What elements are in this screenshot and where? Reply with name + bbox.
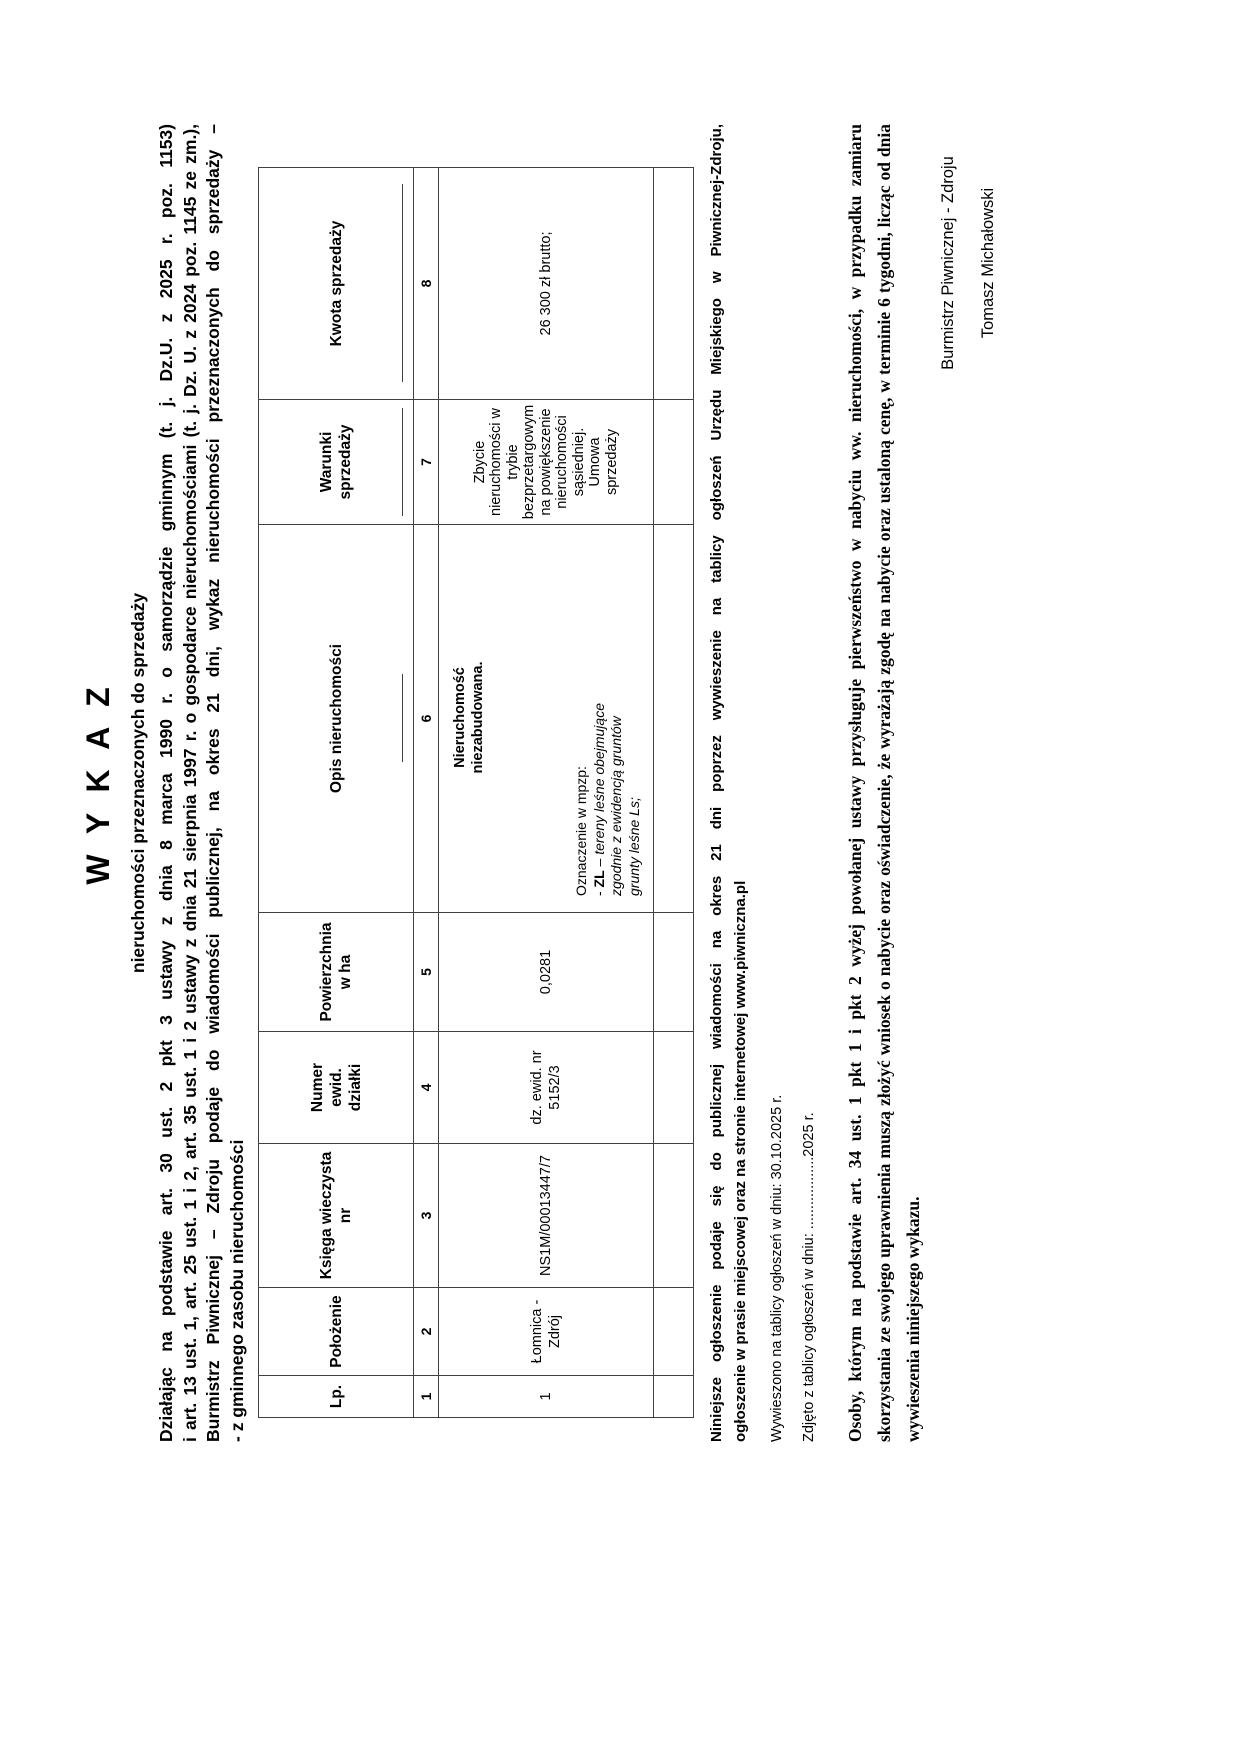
header-opis-label: Opis nieruchomości	[327, 644, 345, 794]
opis-title: Nieruchomość niezabudowana.	[452, 661, 486, 774]
osoby-line: skorzystania ze swojego uprawnienia muszą złożyć wniosek o nabycie oraz oświadczenie, że wyrażają zgodę na nabycie oraz ustaloną cenę, w terminie 6 tygodni, licząc od dnia	[874, 124, 894, 1442]
header-opis	[259, 525, 414, 913]
header-kwota-label: Kwota sprzedaży	[327, 220, 345, 347]
cell-opis	[439, 525, 654, 913]
header-numer-label: Numer ewid. działki	[308, 1062, 364, 1113]
opis-content	[441, 529, 651, 908]
priority-rights-paragraph	[841, 124, 928, 1442]
column-number: 6	[414, 525, 439, 913]
header-powierzchnia: Powierzchnia w ha	[259, 913, 414, 1032]
page-subtitle: nieruchomości przeznaczonych do sprzedaży	[128, 592, 148, 974]
osoby-line: Osoby, którym na podstawie art. 34 ust. 1 pkt 1 i pkt 2 wyżej powołanej ustawy przysługuje pierwszeństwo w nabyciu ww. nieruchomości, w przypadku zamiaru	[845, 124, 865, 1442]
column-number: 3	[414, 1144, 439, 1288]
signature-title: Burmistrz Piwnicznej - Zdroju	[939, 156, 957, 370]
header-rule	[402, 185, 403, 383]
osoby-line: wywieszenia niniejszego wykazu.	[903, 1196, 923, 1442]
column-number: 2	[414, 1288, 439, 1376]
header-rule	[402, 408, 403, 516]
note-line: Niniejsze ogłoszenie podaje się do publicznej wiadomości na okres 21 dni poprzez wywieszenie na tablicy ogłoszeń Urzędu Miejskiego w Piwnicznej-Zdroju,	[708, 124, 725, 1442]
properties-table	[258, 167, 694, 1418]
signature-name: Tomasz Michałowski	[979, 187, 997, 339]
column-number: 8	[414, 168, 439, 400]
cell-polozenie: Łomnica - Zdrój	[439, 1288, 654, 1376]
posted-date-line: Wywieszono na tablicy ogłoszeń w dniu: 30.10.2025 r.	[769, 1094, 785, 1442]
cell-warunki: Zbycie nieruchomości w trybie bezprzetargowym na powiększenie nieruchomości sąsiedniej. Umowa sprzedaży	[439, 400, 654, 525]
header-ksiega: Księga wieczysta nr	[259, 1144, 414, 1288]
page-title: W Y K A Z	[80, 681, 116, 885]
header-lp: Lp.	[259, 1376, 414, 1418]
note-line: ogłoszenie w prasie miejscowej oraz na stronie internetowej www.piwniczna.pl	[732, 880, 749, 1442]
table-row	[439, 168, 654, 1418]
publication-note	[705, 124, 753, 1442]
cell-powierzchnia: 0,0281	[439, 913, 654, 1032]
header-kwota	[259, 168, 414, 400]
column-number: 7	[414, 400, 439, 525]
table-header-row	[259, 168, 414, 1418]
opis-zl-symbol: ZL	[590, 870, 607, 888]
document-content	[78, 124, 999, 1442]
header-polozenie: Położenie	[259, 1288, 414, 1376]
empty-row	[654, 168, 694, 1418]
cell-kwota: 26 300 zł brutto;	[439, 168, 654, 400]
removed-date-line: Zdjęto z tablicy ogłoszeń w dniu: ..................2025 r.	[801, 1112, 817, 1442]
opis-mpzp-line: - ZL – tereny leśne obejmujące	[590, 703, 607, 896]
cell-lp: 1	[439, 1376, 654, 1418]
header-warunki	[259, 400, 414, 525]
column-number: 4	[414, 1032, 439, 1144]
column-number: 1	[414, 1376, 439, 1418]
column-number-row	[414, 168, 439, 1418]
intro-line: Działając na podstawie art. 30 ust. 2 pkt 3 ustawy z dnia 8 marca 1990 r. o samorządzie gminnym (t. j. Dz.U. z 2025 r. poz. 1153)	[156, 124, 176, 1442]
header-rule	[402, 675, 403, 763]
opis-mpzp-line: grunty leśne Ls;	[625, 797, 642, 896]
intro-line: i art. 13 ust. 1, art. 25 ust. 1 i 2, art. 35 ust. 1 i 2 ustawy z dnia 21 sierpnia 1997 r. o gospodarce nieruchomościami (t. j. Dz. U. z 2024 poz. 1145 ze zm.),	[179, 124, 200, 1442]
signature-block	[938, 132, 999, 394]
intro-line: - z gminnego zasobu nieruchomości	[226, 1139, 247, 1442]
intro-line: Burmistrz Piwnicznej – Zdroju podaje do wiadomości publicznej, na okres 21 dni, wykaz nieruchomości przeznaczonych do sprzedaży –	[203, 124, 223, 1442]
opis-mpzp-label: Oznaczenie w mpzp:	[573, 766, 589, 896]
opis-mpzp-block	[573, 539, 643, 896]
header-numer	[259, 1032, 414, 1144]
cell-numer: dz. ewid. nr 5152/3	[439, 1032, 654, 1144]
opis-mpzp-line: zgodnie z ewidencją gruntów	[608, 716, 624, 896]
intro-paragraph	[155, 124, 249, 1442]
header-warunki-label: Warunki sprzedaży	[318, 424, 354, 500]
cell-ksiega: NS1M/00013447/7	[439, 1144, 654, 1288]
column-number: 5	[414, 913, 439, 1032]
